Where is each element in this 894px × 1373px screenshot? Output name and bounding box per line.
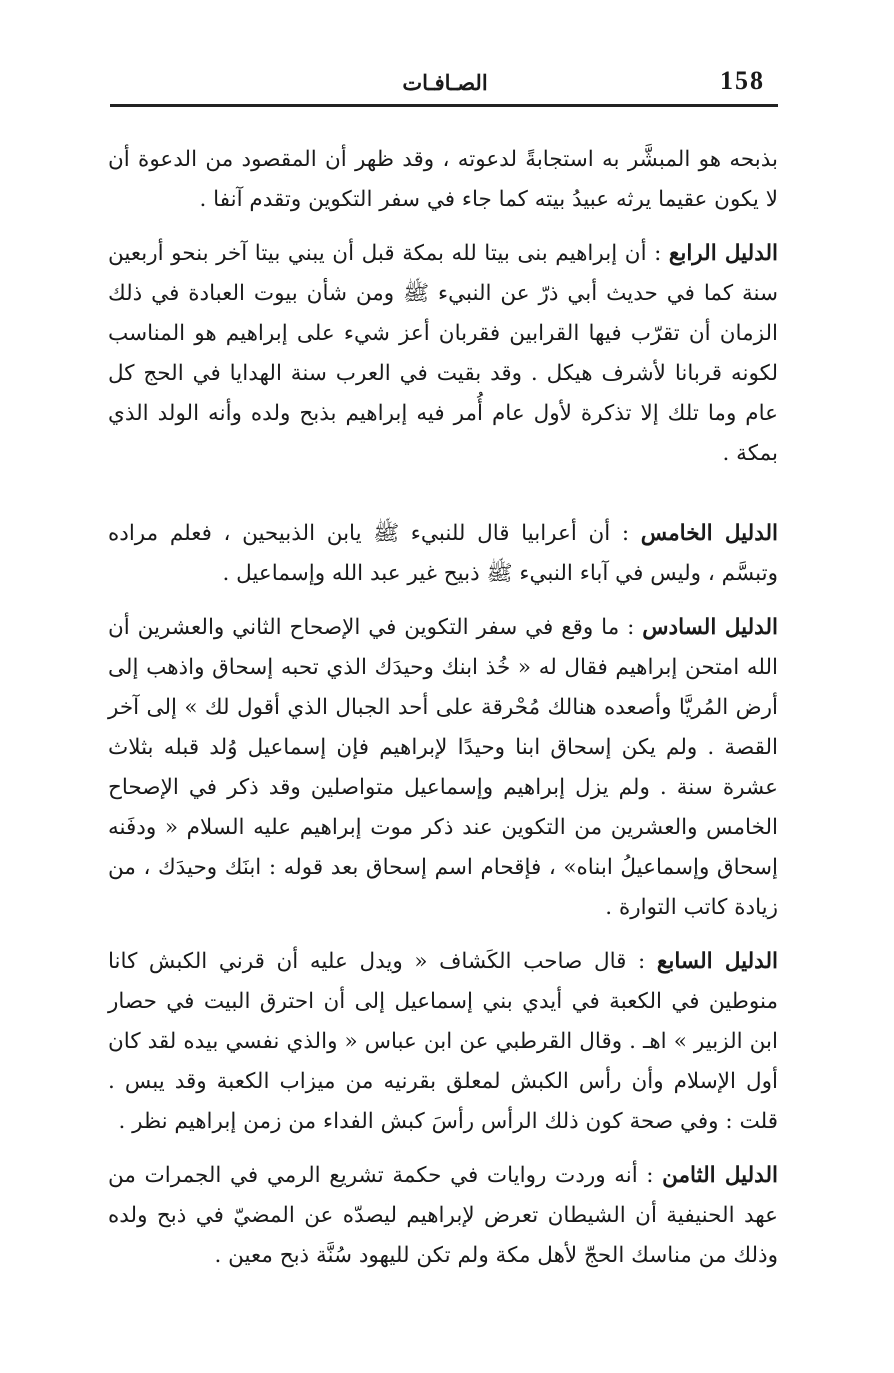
paragraph-evidence-8: [108, 1156, 778, 1276]
paragraph-heading: الدليل السابع: [656, 949, 778, 974]
paragraph-text: بذبحه هو المبشَّر به استجابةً لدعوته ، وقد ظهر أن المقصود من الدعوة أن لا يكون عقيما يرثه عبيدُ بيته كما جاء في سفر التكوين وتقدم آنفا .: [108, 147, 778, 212]
page-header: [110, 62, 778, 106]
paragraph-text: : أنه وردت روايات في حكمة تشريع الرمي في الجمرات من عهد الحنيفية أن الشيطان تعرض لإبراهيم ليصدّه عن المضيّ في ذبح ولده وذلك من مناسك الحجّ لأهل مكة ولم تكن لليهود سُنَّة ذبح معين .: [108, 1163, 778, 1268]
paragraph-text: : قال صاحب الكَشاف « ويدل عليه أن قرني الكبش كانا منوطين في الكعبة في أيدي بني إسماعيل إلى أن احترق البيت في حصار ابن الزبير » اهـ . وقال القرطبي عن ابن عباس « والذي نفسي بيده لقد كان أول الإسلام وأن رأس الكبش لمعلق بقرنيه من ميزاب الكعبة وقد يبس . قلت : وفي صحة كون ذلك الرأس رأسَ كبش الفداء من زمن إبراهيم نظر .: [108, 949, 778, 1134]
paragraph-evidence-5: [108, 514, 778, 594]
paragraph-heading: الدليل الرابع: [668, 241, 779, 266]
paragraph-heading: الدليل السادس: [642, 615, 778, 640]
page-number: 158: [720, 66, 765, 95]
paragraph-heading: الدليل الثامن: [662, 1163, 778, 1188]
paragraph-evidence-4: [108, 234, 778, 474]
running-title: الصـافـات: [402, 70, 488, 95]
body-text: [108, 140, 778, 1276]
paragraph-text: : أن أعرابيا قال للنبيء ﷺ يابن الذبيحين ، فعلم مراده وتبسَّم ، وليس في آباء النبيء ﷺ ذبيح غير عبد الله وإسماعيل .: [108, 521, 778, 586]
paragraph-heading: الدليل الخامس: [640, 521, 779, 546]
paragraph-continuation: [108, 140, 778, 220]
paragraph-text: : ما وقع في سفر التكوين في الإصحاح الثاني والعشرين أن الله امتحن إبراهيم فقال له « خُذ ابنك وحيدَك الذي تحبه إسحاق واذهب إلى أرض المُريَّا وأصعده هنالك مُحْرقة على أحد الجبال الذي أقول لك » إلى آخر القصة . ولم يكن إسحاق ابنا وحيدًا لإبراهيم فإن إسماعيل وُلد قبله بثلاث عشرة سنة . ولم يزل إبراهيم وإسماعيل متواصلين وقد ذكر في الإصحاح الخامس والعشرين من التكوين عند ذكر موت إبراهيم عليه السلام « ودفَنه إسحاق وإسماعيلُ ابناه» ، فإقحام اسم إسحاق بعد قوله : ابنَك وحيدَك ، من زيادة كاتب التوارة .: [108, 615, 778, 920]
header-rule: [110, 104, 778, 107]
paragraph-evidence-7: [108, 942, 778, 1142]
paragraph-evidence-6: [108, 608, 778, 928]
paragraph-text: : أن إبراهيم بنى بيتا لله بمكة قبل أن يبني بيتا آخر بنحو أربعين سنة كما في حديث أبي ذرّ عن النبيء ﷺ ومن شأن بيوت العبادة في ذلك الزمان أن تقرّب فيها القرابين فقربان أعز شيء على إبراهيم هو المناسب لكونه قربانا لأشرف هيكل . وقد بقيت في العرب سنة الهدايا في الحج كل عام وما تلك إلا تذكرة لأول عام أُمر فيه إبراهيم بذبح ولده وأنه الولد الذي بمكة .: [108, 241, 778, 466]
